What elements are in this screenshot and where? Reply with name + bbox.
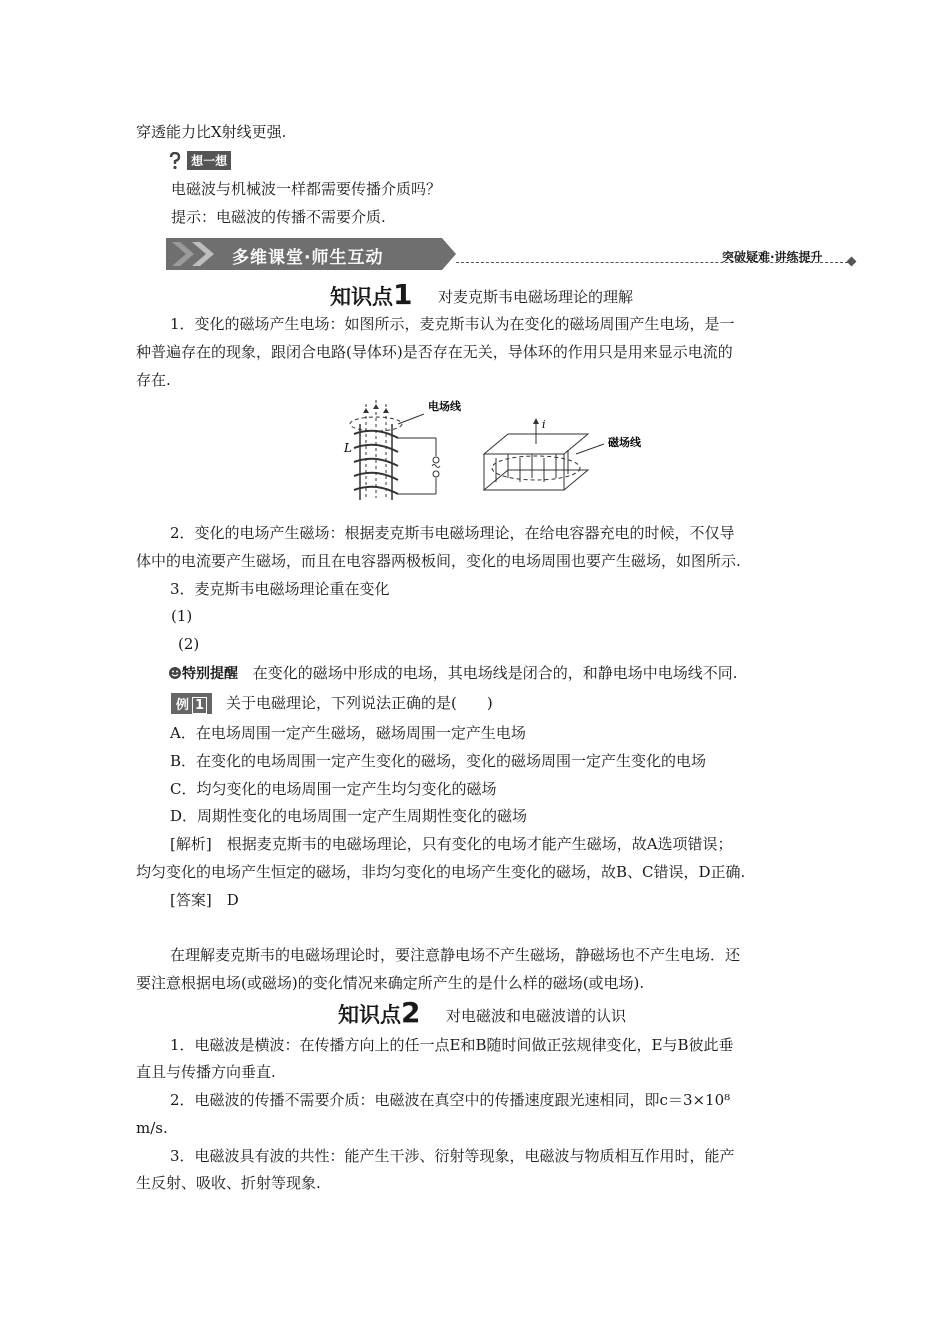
kp2-para2-line2: m/s. bbox=[136, 1119, 168, 1137]
example-answer: [答案] D bbox=[170, 891, 239, 909]
think-heading bbox=[168, 150, 231, 170]
question-icon bbox=[168, 152, 182, 170]
field-lines-figure bbox=[336, 394, 656, 506]
special-tip-label: 特别提醒 bbox=[182, 666, 238, 682]
example-option-b: B．在变化的电场周围一定产生变化的磁场，变化的磁场周围一定产生变化的电场 bbox=[170, 752, 707, 770]
fig-label-L: L bbox=[344, 441, 352, 455]
note-line1: 在理解麦克斯韦的电磁场理论时，要注意静电场不产生磁场，静磁场也不产生电场．还 bbox=[170, 946, 741, 964]
special-tip bbox=[168, 663, 738, 685]
example-badge: 例 1 bbox=[171, 693, 212, 714]
kp1-para1-line2: 种普遍存在的现象，跟闭合电路(导体环)是否存在无关，导体环的作用只是用来显示电流的 bbox=[136, 343, 733, 361]
example-option-d: D．周期性变化的电场周围一定产生周期性变化的磁场 bbox=[170, 807, 528, 825]
kp2-para2-line1: 2．电磁波的传播不需要介质：电磁波在真空中的传播速度跟光速相同，即c＝3×10⁸ bbox=[170, 1091, 731, 1109]
kp1-para2-line2: 体中的电流要产生磁场，而且在电容器两极板间，变化的电场周围也要产生磁场，如图所示. bbox=[136, 552, 741, 570]
example-number: 1 bbox=[192, 697, 207, 714]
banner-title: 多维课堂·师生互动 bbox=[232, 248, 384, 268]
diamond-icon bbox=[847, 257, 857, 267]
kp1-para2-line1: 2．变化的电场产生磁场：根据麦克斯韦电磁场理论，在给电容器充电的时候，不仅导 bbox=[170, 524, 735, 542]
kp1-heading bbox=[330, 278, 413, 311]
kp2-para1-line2: 直且与传播方向垂直. bbox=[136, 1063, 276, 1081]
kp1-item1: (1) bbox=[171, 607, 193, 625]
kp2-para3-line2: 生反射、吸收、折射等现象. bbox=[136, 1174, 321, 1192]
kp1-title: 对麦克斯韦电磁场理论的理解 bbox=[438, 288, 634, 306]
kp1-para3: 3．麦克斯韦电磁场理论重在变化 bbox=[170, 580, 390, 598]
example-analysis-line1: [解析] 根据麦克斯韦的电磁场理论，只有变化的电场才能产生磁场，故A选项错误； bbox=[170, 835, 733, 853]
think-hint: 提示：电磁波的传播不需要介质. bbox=[171, 208, 386, 226]
kp2-para3-line1: 3．电磁波具有波的共性：能产生干涉、衍射等现象，电磁波与物质相互作用时，能产 bbox=[170, 1147, 735, 1165]
kp1-number: 1 bbox=[393, 278, 413, 311]
think-question: 电磁波与机械波一样都需要传播介质吗？ bbox=[171, 180, 442, 198]
intro-line: 穿透能力比X射线更强. bbox=[136, 123, 287, 141]
solenoid-diagram bbox=[350, 400, 440, 500]
example-option-c: C．均匀变化的电场周围一定产生均匀变化的磁场 bbox=[170, 780, 497, 798]
fig-label-i: i bbox=[542, 418, 546, 431]
kp1-item2: (2) bbox=[178, 635, 200, 653]
kp2-para1-line1: 1．电磁波是横波：在传播方向上的任一点E和B随时间做正弦规律变化，E与B彼此垂 bbox=[170, 1036, 734, 1054]
kp2-heading bbox=[338, 996, 421, 1029]
example-question: 关于电磁理论，下列说法正确的是( ) bbox=[226, 694, 493, 712]
kp2-label: 知识点 bbox=[338, 1003, 401, 1027]
fig-label-magnetic: 磁场线 bbox=[608, 436, 641, 449]
think-badge: 想一想 bbox=[187, 151, 231, 170]
example-option-a: A．在电场周围一定产生磁场，磁场周围一定产生电场 bbox=[170, 724, 526, 742]
kp1-label: 知识点 bbox=[330, 285, 393, 309]
banner-right-label: 突破疑难·讲练提升 bbox=[722, 250, 823, 264]
note-line2: 要注意根据电场(或磁场)的变化情况来确定所产生的是什么样的磁场(或电场). bbox=[136, 974, 645, 992]
kp1-para1-line1: 1．变化的磁场产生电场：如图所示，麦克斯韦认为在变化的磁场周围产生电场，是一 bbox=[170, 315, 735, 333]
example-analysis-line2: 均匀变化的电场产生恒定的磁场，非均匀变化的电场产生变化的磁场，故B、C错误，D正确. bbox=[136, 863, 746, 881]
fig-label-electric: 电场线 bbox=[428, 400, 461, 413]
kp1-para1-line3: 存在. bbox=[136, 371, 171, 389]
special-tip-text: 在变化的磁场中形成的电场，其电场线是闭合的，和静电场中电场线不同. bbox=[252, 664, 738, 682]
smile-icon bbox=[168, 665, 182, 685]
kp2-title: 对电磁波和电磁波谱的认识 bbox=[446, 1007, 627, 1025]
kp2-number: 2 bbox=[401, 996, 421, 1029]
